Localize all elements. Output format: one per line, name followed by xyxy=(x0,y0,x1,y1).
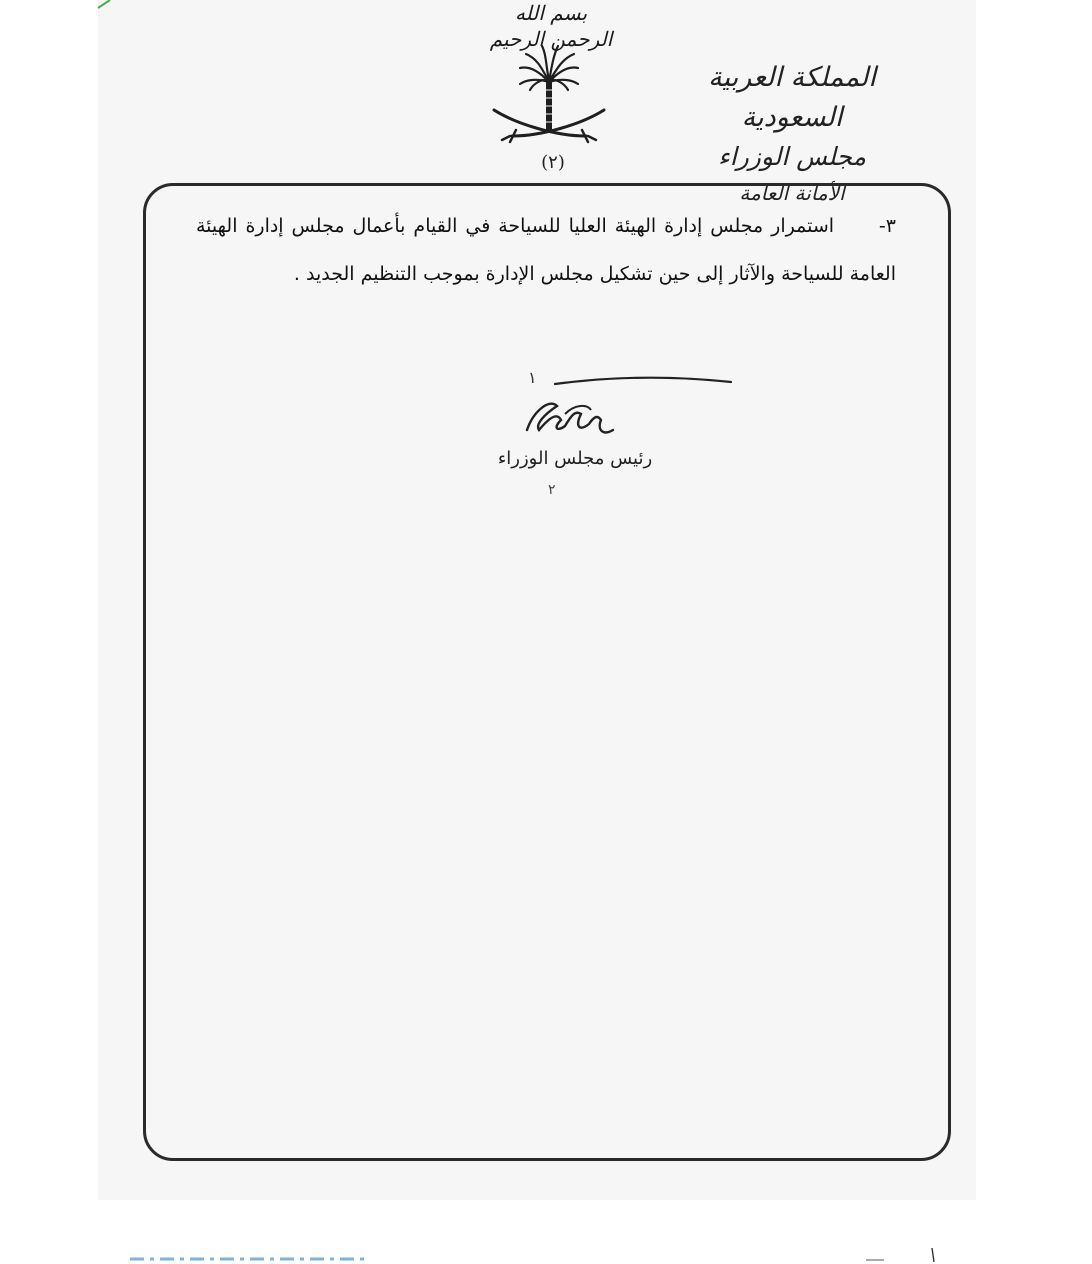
green-corner-mark xyxy=(96,0,116,10)
clause-number: ٣- xyxy=(878,215,896,237)
document-frame xyxy=(143,183,951,1161)
page-number: (٢) xyxy=(541,152,565,173)
letterhead-kingdom: المملكة العربية السعودية xyxy=(708,62,876,133)
decision-clause xyxy=(196,202,896,298)
letterhead-secretariat: الأمانة العامة xyxy=(739,181,845,205)
saudi-emblem-icon xyxy=(486,40,612,160)
basmala: بسم الله الرحمن الرحيم xyxy=(489,1,613,51)
footer-stamp-strip xyxy=(130,1254,380,1264)
signature-mark: ١ xyxy=(528,368,537,387)
footer-scan-edge xyxy=(860,1244,940,1264)
clause-text: استمرار مجلس إدارة الهيئة العليا للسياحة في القيام بأعمال مجلس إدارة الهيئة العامة للسياحة والآثار إلى حين تشكيل مجلس الإدارة بموجب التنظيم الجديد . xyxy=(196,215,896,285)
letterhead-council: مجلس الوزراء xyxy=(718,142,866,171)
signer-title: رئيس مجلس الوزراء xyxy=(497,448,653,469)
signature-tick: ٢ xyxy=(548,482,556,498)
